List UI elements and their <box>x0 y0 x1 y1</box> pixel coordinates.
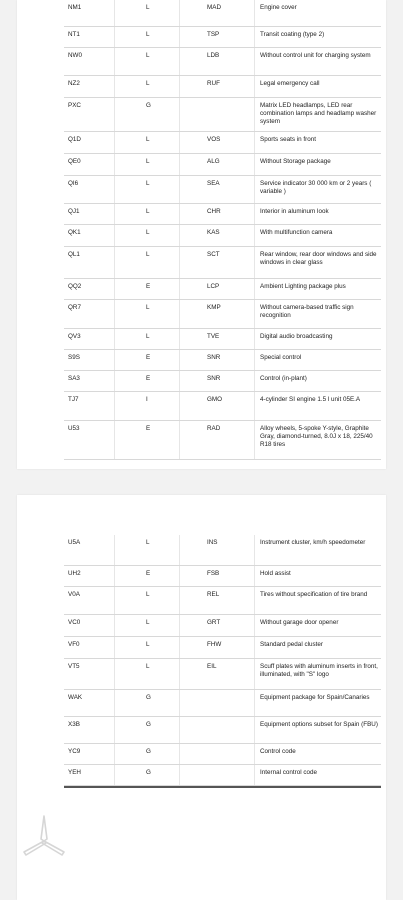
code-cell: UH2 <box>68 570 81 577</box>
code-cell: NZ2 <box>68 80 80 87</box>
code-cell: PXC <box>68 102 81 109</box>
type-cell: E <box>114 279 179 299</box>
type-cell: L <box>114 27 179 47</box>
description-cell: 4-cylinder SI engine 1.5 l unit 05E.A <box>254 392 381 420</box>
type-cell: G <box>114 98 179 131</box>
code-cell: QQ2 <box>68 283 82 290</box>
table-row <box>64 350 381 371</box>
type-cell: E <box>114 350 179 370</box>
table-row <box>64 225 381 247</box>
group-cell: FSB <box>179 566 254 586</box>
description-cell: Ambient Lighting package plus <box>254 279 381 299</box>
group-cell: ALG <box>179 154 254 175</box>
table-row <box>64 76 381 98</box>
type-cell: E <box>114 566 179 586</box>
type-cell: E <box>114 371 179 391</box>
code-cell: NM1 <box>68 4 82 11</box>
code-cell: QV3 <box>68 333 81 340</box>
type-cell: L <box>114 48 179 75</box>
group-cell: FHW <box>179 637 254 658</box>
description-cell: Engine cover <box>254 0 381 26</box>
description-cell: Control code <box>254 744 381 764</box>
description-cell: Rear window, rear door windows and side windows in clear glass <box>254 247 381 278</box>
description-cell: Control (in-plant) <box>254 371 381 391</box>
code-cell: QR7 <box>68 304 81 311</box>
code-cell: QI6 <box>68 180 79 187</box>
type-cell: L <box>114 587 179 614</box>
description-cell: Hold assist <box>254 566 381 586</box>
table-row <box>64 587 381 615</box>
table-row <box>64 659 381 690</box>
table-row <box>64 765 381 786</box>
table-row <box>64 279 381 300</box>
group-cell: LDB <box>179 48 254 75</box>
group-cell: SNR <box>179 350 254 370</box>
group-cell <box>179 98 254 131</box>
group-cell: LCP <box>179 279 254 299</box>
description-cell: Tires without specification of tire brand <box>254 587 381 614</box>
table-row <box>64 717 381 744</box>
table-row <box>64 615 381 637</box>
table-row <box>64 637 381 659</box>
document-page-1 <box>17 0 386 469</box>
group-cell <box>179 717 254 743</box>
group-cell: TSP <box>179 27 254 47</box>
description-cell: With multifunction camera <box>254 225 381 246</box>
group-cell <box>179 744 254 764</box>
code-cell: YC9 <box>68 748 81 755</box>
group-cell <box>179 690 254 716</box>
type-cell: L <box>114 154 179 175</box>
code-cell: Q1D <box>68 136 81 143</box>
type-cell: L <box>114 204 179 224</box>
group-cell: CHR <box>179 204 254 224</box>
equipment-code-table-2 <box>64 535 381 788</box>
description-cell: Interior in aluminum look <box>254 204 381 224</box>
table-row <box>64 176 381 204</box>
group-cell: REL <box>179 587 254 614</box>
type-cell: L <box>114 176 179 203</box>
description-cell: Without control unit for charging system <box>254 48 381 75</box>
type-cell: I <box>114 392 179 420</box>
table-row <box>64 421 381 460</box>
type-cell: G <box>114 744 179 764</box>
code-cell: QJ1 <box>68 208 80 215</box>
group-cell: SEA <box>179 176 254 203</box>
description-cell: Without garage door opener <box>254 615 381 636</box>
group-cell: KAS <box>179 225 254 246</box>
description-cell: Standard pedal cluster <box>254 637 381 658</box>
group-cell: RAD <box>179 421 254 459</box>
mercedes-star-icon <box>18 812 70 864</box>
code-cell: NW0 <box>68 52 82 59</box>
table-row <box>64 132 381 154</box>
code-cell: QE0 <box>68 158 81 165</box>
type-cell: G <box>114 717 179 743</box>
code-cell: YEH <box>68 769 81 776</box>
code-cell: V0A <box>68 591 80 598</box>
description-cell: Matrix LED headlamps, LED rear combination lamps and headlamp washer system <box>254 98 381 131</box>
table-row <box>64 371 381 392</box>
group-cell: GMO <box>179 392 254 420</box>
description-cell: Equipment options subset for Spain (FBU) <box>254 717 381 743</box>
group-cell: MAD <box>179 0 254 26</box>
type-cell: L <box>114 300 179 328</box>
group-cell: EIL <box>179 659 254 689</box>
code-cell: U53 <box>68 425 80 432</box>
description-cell: Digital audio broadcasting <box>254 329 381 349</box>
type-cell: L <box>114 0 179 26</box>
group-cell: GRT <box>179 615 254 636</box>
group-cell: KMP <box>179 300 254 328</box>
type-cell: L <box>114 225 179 246</box>
type-cell: L <box>114 132 179 153</box>
table-row <box>64 566 381 587</box>
description-cell: Instrument cluster, km/h speedometer <box>254 535 381 565</box>
code-cell: U5A <box>68 539 81 546</box>
type-cell: L <box>114 615 179 636</box>
table-row <box>64 329 381 350</box>
code-cell: VF0 <box>68 641 80 648</box>
description-cell: Legal emergency call <box>254 76 381 97</box>
code-cell: VC0 <box>68 619 81 626</box>
code-cell: TJ7 <box>68 396 79 403</box>
table-row <box>64 300 381 329</box>
description-cell: Service indicator 30 000 km or 2 years ( variable ) <box>254 176 381 203</box>
document-page-2 <box>17 495 386 900</box>
group-cell: SCT <box>179 247 254 278</box>
description-cell: Alloy wheels, 5-spoke Y-style, Graphite Gray, diamond-turned, 8.0J x 18, 225/40 R18 tires <box>254 421 381 459</box>
equipment-code-table-1 <box>64 0 381 460</box>
code-cell: WAK <box>68 694 83 701</box>
table-row <box>64 535 381 566</box>
table-row <box>64 204 381 225</box>
type-cell: E <box>114 421 179 459</box>
type-cell: L <box>114 535 179 565</box>
table-row <box>64 27 381 48</box>
code-cell: S9S <box>68 354 80 361</box>
table-row <box>64 392 381 421</box>
code-cell: NT1 <box>68 31 80 38</box>
code-cell: VT5 <box>68 663 80 670</box>
group-cell: INS <box>179 535 254 565</box>
group-cell: TVE <box>179 329 254 349</box>
group-cell: SNR <box>179 371 254 391</box>
description-cell: Sports seats in front <box>254 132 381 153</box>
table-bottom-rule <box>64 786 381 788</box>
code-cell: QK1 <box>68 229 81 236</box>
table-row <box>64 247 381 279</box>
description-cell: Without Storage package <box>254 154 381 175</box>
group-cell <box>179 765 254 785</box>
table-row <box>64 154 381 176</box>
code-cell: QL1 <box>68 251 80 258</box>
table-row <box>64 0 381 27</box>
description-cell: Equipment package for Spain/Canaries <box>254 690 381 716</box>
table-row <box>64 744 381 765</box>
description-cell: Special control <box>254 350 381 370</box>
description-cell: Transit coating (type 2) <box>254 27 381 47</box>
type-cell: L <box>114 247 179 278</box>
type-cell: G <box>114 765 179 785</box>
type-cell: G <box>114 690 179 716</box>
code-cell: SA3 <box>68 375 80 382</box>
type-cell: L <box>114 76 179 97</box>
table-row <box>64 98 381 132</box>
type-cell: L <box>114 659 179 689</box>
group-cell: VOS <box>179 132 254 153</box>
table-row <box>64 690 381 717</box>
code-cell: X3B <box>68 721 80 728</box>
description-cell: Scuff plates with aluminum inserts in front, illuminated, with "S" logo <box>254 659 381 689</box>
group-cell: RUF <box>179 76 254 97</box>
description-cell: Internal control code <box>254 765 381 785</box>
type-cell: L <box>114 637 179 658</box>
table-row <box>64 48 381 76</box>
type-cell: L <box>114 329 179 349</box>
description-cell: Without camera-based traffic sign recognition <box>254 300 381 328</box>
